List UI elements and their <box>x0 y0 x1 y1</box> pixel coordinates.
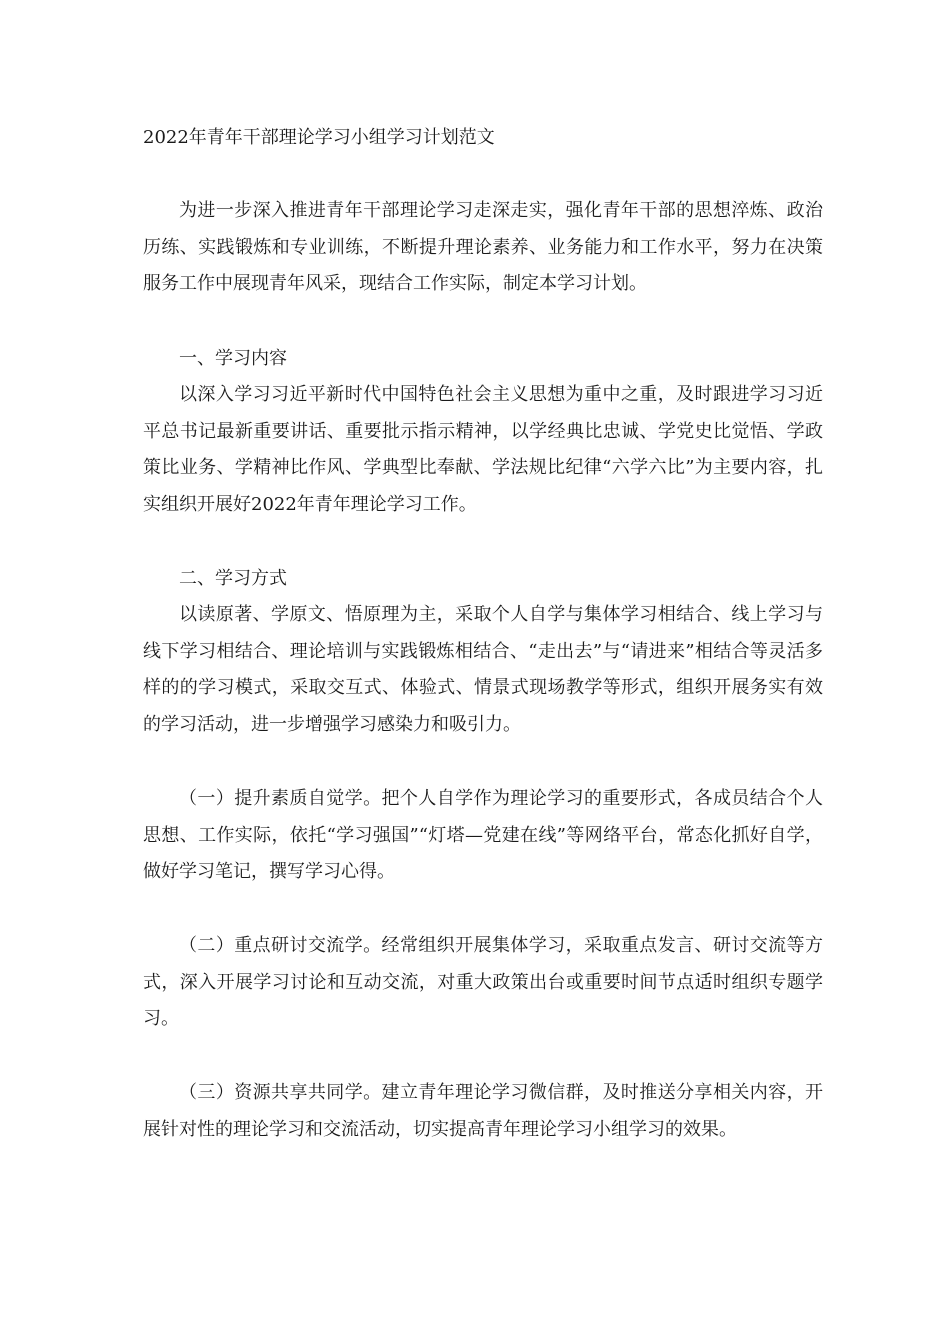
section-heading-methods: 二、学习方式 <box>179 568 287 589</box>
section-body-content: 以深入学习习近平新时代中国特色社会主义思想为重中之重，及时跟进学习习近平总书记最新重要讲话、重要批示指示精神，以学经典比忠诚、学党史比觉悟、学政策比业务、学精神比作风、学典型比奉献、学法规比纪律“六学六比”为主要内容，扎实组织开展好2022年青年理论学习工作。 <box>143 384 823 515</box>
list-item-discussion: （二）重点研讨交流学。经常组织开展集体学习，采取重点发言、研讨交流等方式，深入开展学习讨论和互动交流，对重大政策出台或重要时间节点适时组织专题学习。 <box>143 935 823 1029</box>
section-body-methods: 以读原著、学原文、悟原理为主，采取个人自学与集体学习相结合、线上学习与线下学习相结合、理论培训与实践锻炼相结合、“走出去”与“请进来”相结合等灵活多样的的学习模式，采取交互式、体验式、情景式现场教学等形式，组织开展务实有效的学习活动，进一步增强学习感染力和吸引力。 <box>143 604 823 735</box>
document-title: 2022年青年干部理论学习小组学习计划范文 <box>143 127 495 148</box>
intro-paragraph: 为进一步深入推进青年干部理论学习走深走实，强化青年干部的思想淬炼、政治历练、实践锻炼和专业训练，不断提升理论素养、业务能力和工作水平，努力在决策服务工作中展现青年风采，现结合工作实际，制定本学习计划。 <box>143 200 823 294</box>
list-item-self-study: （一）提升素质自觉学。把个人自学作为理论学习的重要形式，各成员结合个人思想、工作实际，依托“学习强国”“灯塔—党建在线”等网络平台，常态化抓好自学，做好学习笔记，撰写学习心得。 <box>143 788 823 882</box>
list-item-shared-resources: （三）资源共享共同学。建立青年理论学习微信群，及时推送分享相关内容，开展针对性的理论学习和交流活动，切实提高青年理论学习小组学习的效果。 <box>143 1082 823 1140</box>
section-heading-content: 一、学习内容 <box>179 348 287 369</box>
